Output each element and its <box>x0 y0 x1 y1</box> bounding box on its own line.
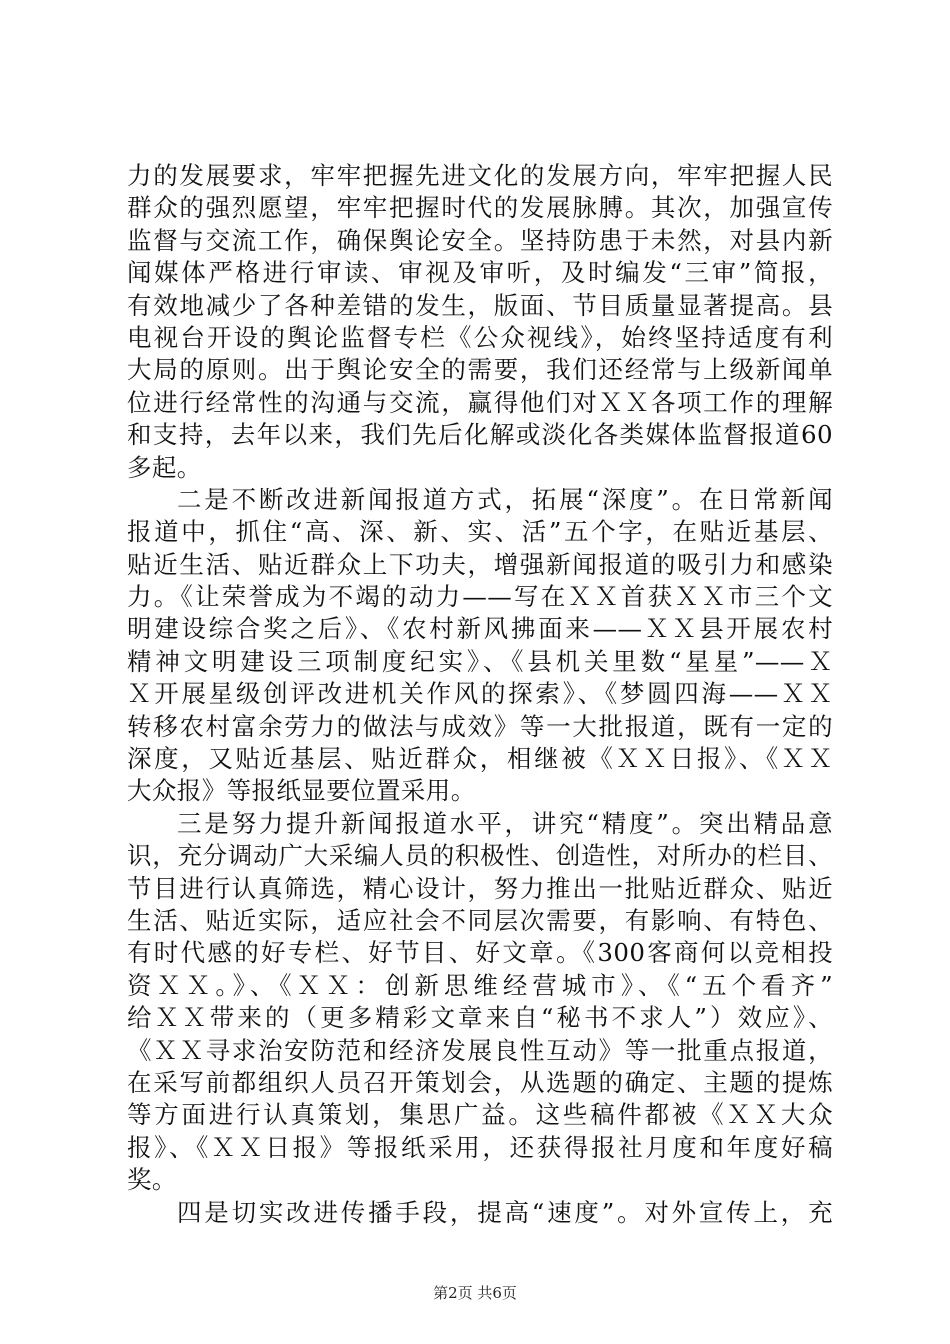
text-line: 识，充分调动广大采编人员的积极性、创造性，对所办的栏目、 <box>127 841 833 871</box>
text-line: 力的发展要求，牢牢把握先进文化的发展方向，牢牢把握人民 <box>127 161 833 190</box>
text-line: 报》、《ＸＸ日报》等报纸采用，还获得报社月度和年度好稿 <box>127 1132 833 1162</box>
text-line: 大众报》等报纸显要位置采用。 <box>127 776 476 806</box>
text-line: 监督与交流工作，确保舆论安全。坚持防患于未然，对县内新 <box>127 225 833 255</box>
text-line: 和支持，去年以来，我们先后化解或淡化各类媒体监督报道60 <box>127 420 833 450</box>
text-line: 报道中，抓住“高、深、新、实、活”五个字，在贴近基层、 <box>127 517 833 547</box>
page-number-footer: 第2页 共6页 <box>433 1284 517 1302</box>
text-line: 电视台开设的舆论监督专栏《公众视线》，始终坚持适度有利 <box>127 322 833 352</box>
body-text <box>127 160 833 1229</box>
text-line: 给ＸＸ带来的（更多精彩文章来自“秘书不求人”）效应》、 <box>127 1003 833 1033</box>
text-line: 多起。 <box>127 452 202 482</box>
text-line: 节目进行认真筛选，精心设计，努力推出一批贴近群众、贴近 <box>127 873 833 903</box>
text-line: 有效地减少了各种差错的发生，版面、节目质量显著提高。县 <box>127 290 833 320</box>
text-line: 生活、贴近实际，适应社会不同层次需要，有影响、有特色、 <box>127 905 833 935</box>
text-line: Ｘ开展星级创评改进机关作风的探索》、《梦圆四海——ＸＸ <box>127 679 833 709</box>
text-line: 《ＸＸ寻求治安防范和经济发展良性互动》等一批重点报道， <box>127 1035 833 1065</box>
text-line: 贴近生活、贴近群众上下功夫，增强新闻报道的吸引力和感染 <box>127 549 833 579</box>
text-line: 力。《让荣誉成为不竭的动力——写在ＸＸ首获ＸＸ市三个文 <box>127 582 833 612</box>
text-line: 转移农村富余劳力的做法与成效》等一大批报道，既有一定的 <box>127 711 833 741</box>
text-line: 闻媒体严格进行审读、审视及审听，及时编发“三审”简报， <box>127 258 833 288</box>
paragraph-start-line: 二是不断改进新闻报道方式，拓展“深度”。在日常新闻 <box>177 484 833 514</box>
text-line: 深度，又贴近基层、贴近群众，相继被《ＸＸ日报》、《ＸＸ <box>127 744 833 774</box>
text-line: 资ＸＸ。》、《ＸＸ：创新思维经营城市》、《“五个看齐” <box>127 970 833 1000</box>
text-line: 精神文明建设三项制度纪实》、《县机关里数“星星”——Ｘ <box>127 646 833 676</box>
text-line: 位进行经常性的沟通与交流，赢得他们对ＸＸ各项工作的理解 <box>127 387 833 417</box>
text-line: 有时代感的好专栏、好节目、好文章。《300客商何以竞相投 <box>127 938 833 968</box>
text-line: 奖。 <box>127 1165 177 1195</box>
text-line: 群众的强烈愿望，牢牢把握时代的发展脉膊。其次，加强宣传 <box>127 193 833 223</box>
text-line: 在采写前都组织人员召开策划会，从选题的确定、主题的提炼 <box>127 1067 833 1097</box>
text-line: 明建设综合奖之后》、《农村新风拂面来——ＸＸ县开展农村 <box>127 614 833 644</box>
text-line: 等方面进行认真策划，集思广益。这些稿件都被《ＸＸ大众 <box>127 1100 833 1130</box>
text-line: 大局的原则。出于舆论安全的需要，我们还经常与上级新闻单 <box>127 355 833 385</box>
paragraph-start-line: 三是努力提升新闻报道水平，讲究“精度”。突出精品意 <box>177 808 833 838</box>
paragraph-start-line: 四是切实改进传播手段，提高“速度”。对外宣传上，充 <box>177 1197 833 1227</box>
